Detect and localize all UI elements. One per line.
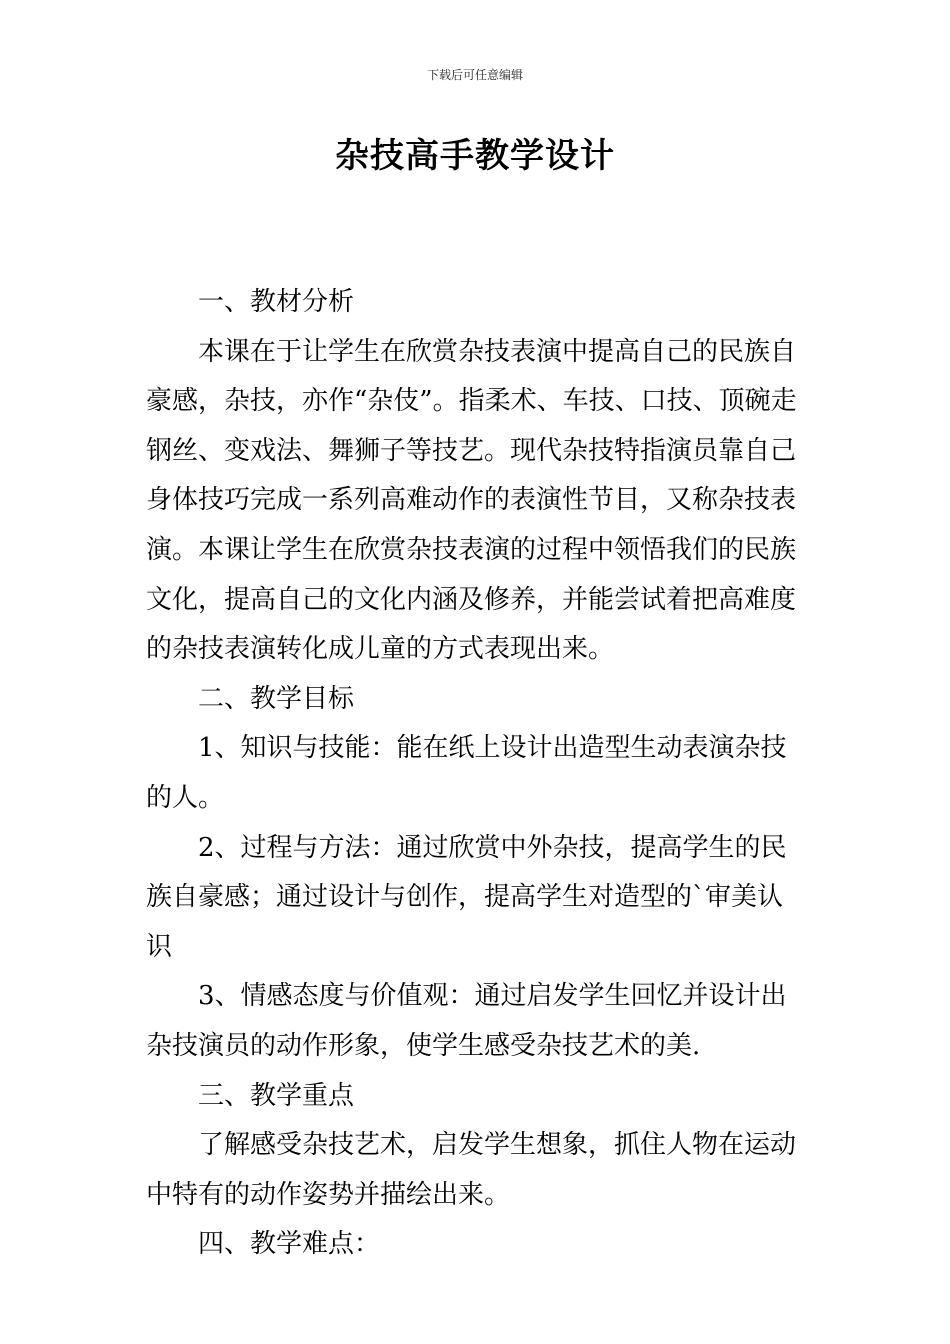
section-heading-goals: 二、教学目标 xyxy=(198,683,355,714)
section-heading-analysis: 一、教材分析 xyxy=(198,287,355,317)
paragraph-goal-2: 2、过程与方法：通过欣赏中外杂技，提高学生的民族自豪感；通过设计与创作，提高学生对造型的`审美认识 xyxy=(146,832,787,962)
paragraph-analysis: 本课在于让学生在欣赏杂技表演中提高自己的民族自豪感，杂技，亦作“杂伎”。指柔术、车技、口技、顶碗走钢丝、变戏法、舞狮子等技艺。现代杂技特指演员靠自己身体技巧完成一系列高难动作的表演性节目，又称杂技表演。本课让学生在欣赏杂技表演的过程中领悟我们的民族文化，提高自己的文化内涵及修养，并能尝试着把高难度的杂技表演转化成儿童的方式表现出来。 xyxy=(146,336,797,665)
header-note: 下载后可任意编辑 xyxy=(426,68,523,82)
paragraph-goal-1: 1、知识与技能：能在纸上设计出造型生动表演杂技的人。 xyxy=(146,733,787,813)
document-body xyxy=(146,278,806,1270)
paragraph-goal-3: 3、情感态度与价值观：通过启发学生回忆并设计出杂技演员的动作形象，使学生感受杂技艺术的美. xyxy=(146,981,787,1061)
section-heading-difficulties: 四、教学难点： xyxy=(198,1229,381,1260)
paragraph-key-points: 了解感受杂技艺术，启发学生想象，抓住人物在运动中特有的动作姿势并描绘出来。 xyxy=(146,1130,797,1210)
section-heading-key-points: 三、教学重点 xyxy=(198,1080,355,1111)
document-title: 杂技高手教学设计 xyxy=(335,136,615,176)
